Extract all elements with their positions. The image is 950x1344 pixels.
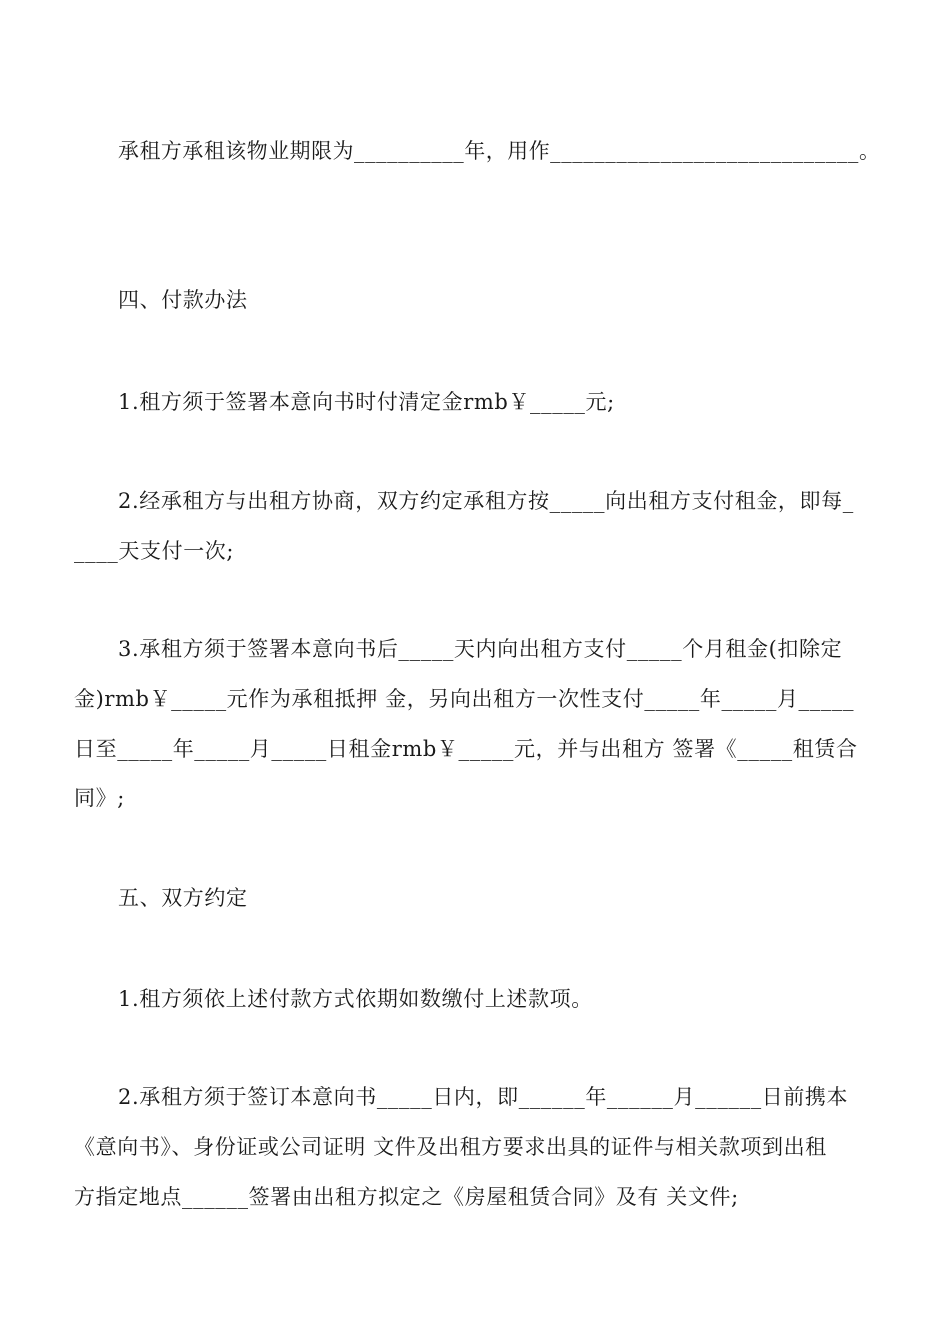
payment-clause-3-line-2: 金)rmb￥_____元作为承租抵押 金，另向出租方一次性支付_____年_____月_____	[74, 687, 855, 711]
payment-clause-3-line-4: 同》;	[74, 786, 125, 810]
payment-clause-3-line-3: 日至_____年_____月_____日租金rmb￥_____元，并与出租方 签署《_____租赁合	[74, 737, 858, 761]
agreement-clause-2-line-3: 方指定地点______签署由出租方拟定之《房屋租赁合同》及有 关文件;	[74, 1185, 739, 1209]
agreement-clause-1: 1.租方须依上述付款方式依期如数缴付上述款项。	[118, 987, 593, 1011]
payment-clause-1: 1.租方须于签署本意向书时付清定金rmb￥_____元;	[118, 390, 615, 414]
payment-clause-2-line-1: 2.经承租方与出租方协商，双方约定承租方按_____向出租方支付租金，即每_	[118, 489, 854, 513]
agreement-clause-2-line-2: 《意向书》、身份证或公司证明 文件及出租方要求出具的证件与相关款项到出租	[74, 1135, 827, 1159]
section-heading-payment: 四、付款办法	[118, 288, 248, 312]
agreement-clause-2-line-1: 2.承租方须于签订本意向书_____日内，即______年______月______日前携本	[118, 1085, 849, 1109]
term-and-use-line: 承租方承租该物业期限为__________年，用作____________________________。	[118, 139, 881, 163]
payment-clause-2-line-2: ____天支付一次;	[74, 539, 235, 563]
section-heading-agreement: 五、双方约定	[118, 886, 248, 910]
payment-clause-3-line-1: 3.承租方须于签署本意向书后_____天内向出租方支付_____个月租金(扣除定	[118, 637, 843, 661]
